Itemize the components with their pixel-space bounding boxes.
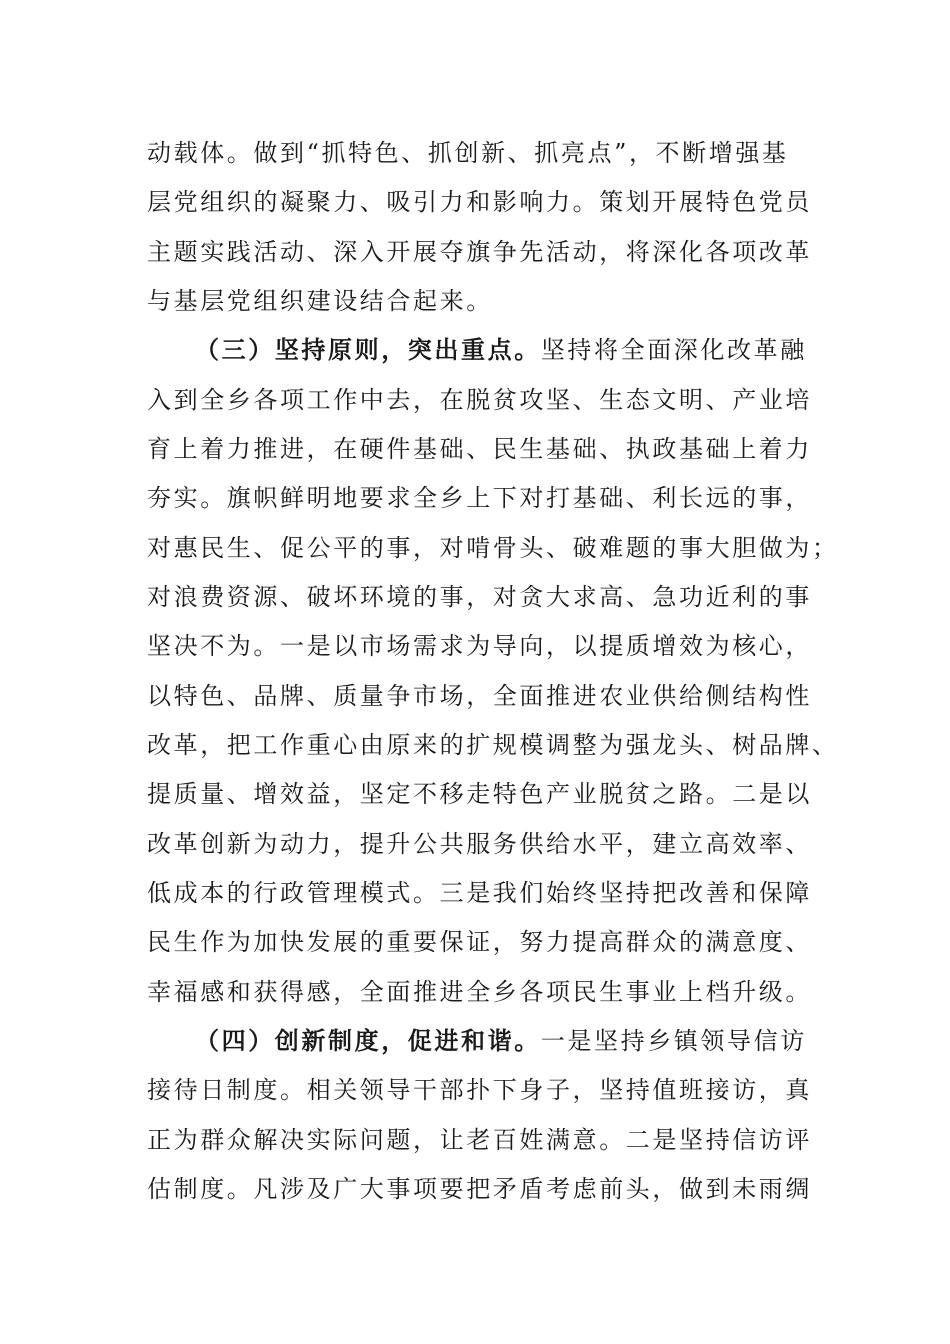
paragraph-2-line: 夯实。旗帜鲜明地要求全乡上下对打基础、利长远的事， xyxy=(147,484,812,512)
paragraph-2-line: 提质量、增效益，坚定不移走特色产业脱贫之路。二是以 xyxy=(147,780,812,808)
paragraph-3-first-line-text: 一是坚持乡镇领导信访 xyxy=(540,1027,807,1055)
paragraph-2-line: 幸福感和获得感，全面推进全乡各项民生事业上档升级。 xyxy=(147,978,812,1006)
paragraph-2-line: 对浪费资源、破坏环境的事，对贪大求高、急功近利的事 xyxy=(147,583,812,611)
paragraph-3-heading: （四）创新制度，促进和谐。 xyxy=(195,1026,541,1055)
paragraph-1-line-2: 层党组织的凝聚力、吸引力和影响力。策划开展特色党员 xyxy=(147,188,812,216)
paragraph-2-line: 育上着力推进，在硬件基础、民生基础、执政基础上着力 xyxy=(147,435,812,463)
paragraph-2-first-line-text: 坚持将全面深化改革融 xyxy=(540,336,807,364)
paragraph-2-line: 以特色、品牌、质量争市场，全面推进农业供给侧结构性 xyxy=(147,682,812,710)
paragraph-3-line: 正为群众解决实际问题，让老百姓满意。二是坚持信访评 xyxy=(147,1126,812,1154)
paragraph-3-line: 估制度。凡涉及广大事项要把矛盾考虑前头，做到未雨绸 xyxy=(147,1175,812,1203)
paragraph-3-first-line xyxy=(195,1025,807,1057)
paragraph-1-line-3: 主题实践活动、深入开展夺旗争先活动，将深化各项改革 xyxy=(147,238,812,266)
paragraph-1-line-4: 与基层党组织建设结合起来。 xyxy=(147,287,493,315)
paragraph-2-line: 改革，把工作重心由原来的扩规模调整为强龙头、树品牌、 xyxy=(147,731,839,759)
paragraph-2-first-line xyxy=(195,334,807,366)
paragraph-3-line: 接待日制度。相关领导干部扑下身子，坚持值班接访，真 xyxy=(147,1076,812,1104)
paragraph-2-line: 坚决不为。一是以市场需求为导向，以提质增效为核心， xyxy=(147,632,812,660)
paragraph-2-line: 低成本的行政管理模式。三是我们始终坚持把改善和保障 xyxy=(147,879,812,907)
paragraph-2-line: 入到全乡各项工作中去，在脱贫攻坚、生态文明、产业培 xyxy=(147,386,812,414)
paragraph-2-line: 对惠民生、促公平的事，对啃骨头、破难题的事大胆做为； xyxy=(147,534,839,562)
paragraph-2-line: 改革创新为动力，提升公共服务供给水平，建立高效率、 xyxy=(147,830,812,858)
paragraph-2-line: 民生作为加快发展的重要保证，努力提高群众的满意度、 xyxy=(147,928,812,956)
paragraph-2-heading: （三）坚持原则，突出重点。 xyxy=(195,335,541,364)
paragraph-1-line-1: 动载体。做到“抓特色、抓创新、抓亮点”，不断增强基 xyxy=(147,139,789,167)
